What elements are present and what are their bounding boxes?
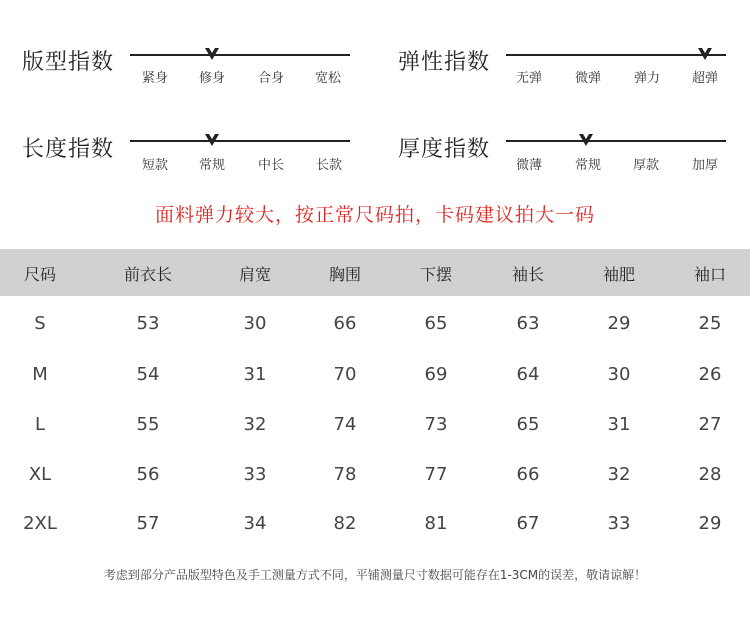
table-row [0, 414, 750, 444]
length-index-title: 长度指数 [22, 137, 115, 162]
thickness-index-marker-icon [579, 134, 593, 146]
header-sleeve-length: 袖长 [511, 265, 545, 284]
elasticity-index-option: 微弹 [574, 71, 602, 86]
length-index [22, 132, 362, 192]
value-cell: 31 [243, 364, 267, 385]
header-chest: 胸围 [328, 265, 362, 284]
size-cell: XL [28, 464, 52, 485]
value-cell: 34 [243, 513, 267, 534]
fit-index [22, 45, 362, 105]
thickness-index-option: 微薄 [515, 158, 543, 173]
thickness-index-option: 厚款 [632, 158, 660, 173]
length-index-marker-icon [205, 134, 219, 146]
size-cell: M [32, 364, 48, 385]
elasticity-index-option: 超弹 [691, 71, 719, 86]
value-cell: 32 [607, 464, 631, 485]
header-front-length: 前衣长 [123, 265, 173, 284]
value-cell: 63 [516, 313, 540, 334]
table-row [0, 364, 750, 394]
table-row [0, 464, 750, 494]
value-cell: 82 [333, 513, 357, 534]
value-cell: 55 [136, 414, 160, 435]
value-cell: 29 [698, 513, 722, 534]
value-cell: 74 [333, 414, 357, 435]
value-cell: 33 [607, 513, 631, 534]
value-cell: 65 [516, 414, 540, 435]
value-cell: 29 [607, 313, 631, 334]
elasticity-index-option: 无弹 [515, 71, 543, 86]
value-cell: 32 [243, 414, 267, 435]
value-cell: 25 [698, 313, 722, 334]
header-size: 尺码 [23, 265, 57, 284]
fit-index-marker-icon [205, 48, 219, 60]
value-cell: 56 [136, 464, 160, 485]
value-cell: 66 [333, 313, 357, 334]
value-cell: 33 [243, 464, 267, 485]
table-row [0, 513, 750, 543]
size-cell: 2XL [23, 513, 57, 534]
value-cell: 30 [607, 364, 631, 385]
length-index-option: 短款 [141, 158, 169, 173]
length-index-scale-line [130, 140, 350, 142]
value-cell: 57 [136, 513, 160, 534]
fit-index-option: 修身 [198, 71, 226, 86]
value-cell: 53 [136, 313, 160, 334]
size-cell: L [34, 414, 46, 435]
elasticity-index [398, 45, 738, 105]
header-shoulder: 肩宽 [238, 265, 272, 284]
value-cell: 73 [424, 414, 448, 435]
value-cell: 65 [424, 313, 448, 334]
sizing-notice: 面料弹力较大，按正常尺码拍，卡码建议拍大一码 [154, 204, 595, 226]
elasticity-index-option: 弹力 [633, 71, 661, 86]
value-cell: 54 [136, 364, 160, 385]
thickness-index-title: 厚度指数 [398, 137, 491, 162]
fit-index-option: 紧身 [141, 71, 169, 86]
value-cell: 70 [333, 364, 357, 385]
thickness-index-option: 加厚 [691, 158, 719, 173]
size-cell: S [34, 313, 46, 334]
elasticity-index-title: 弹性指数 [398, 50, 491, 75]
thickness-index-option: 常规 [574, 158, 602, 173]
value-cell: 66 [516, 464, 540, 485]
thickness-index-scale-line [506, 140, 726, 142]
value-cell: 28 [698, 464, 722, 485]
fit-index-option: 宽松 [314, 71, 342, 86]
size-table-header [0, 249, 750, 296]
length-index-option: 中长 [257, 158, 285, 173]
value-cell: 27 [698, 414, 722, 435]
fit-index-option: 合身 [257, 71, 285, 86]
value-cell: 30 [243, 313, 267, 334]
elasticity-index-marker-icon [698, 48, 712, 60]
fit-index-title: 版型指数 [22, 50, 115, 75]
value-cell: 31 [607, 414, 631, 435]
header-cuff: 袖口 [693, 265, 727, 284]
header-hem: 下摆 [419, 265, 453, 284]
value-cell: 69 [424, 364, 448, 385]
length-index-option: 长款 [315, 158, 343, 173]
value-cell: 67 [516, 513, 540, 534]
length-index-option: 常规 [198, 158, 226, 173]
value-cell: 26 [698, 364, 722, 385]
measurement-disclaimer: 考虑到部分产品版型特色及手工测量方式不同，平铺测量尺寸数据可能存在1-3CM的误差，敬请谅解！ [103, 568, 647, 582]
thickness-index [398, 132, 738, 192]
value-cell: 78 [333, 464, 357, 485]
value-cell: 64 [516, 364, 540, 385]
elasticity-index-scale-line [506, 54, 726, 56]
header-sleeve-width: 袖肥 [602, 265, 636, 284]
fit-index-scale-line [130, 54, 350, 56]
table-row [0, 313, 750, 343]
value-cell: 81 [424, 513, 448, 534]
value-cell: 77 [424, 464, 448, 485]
